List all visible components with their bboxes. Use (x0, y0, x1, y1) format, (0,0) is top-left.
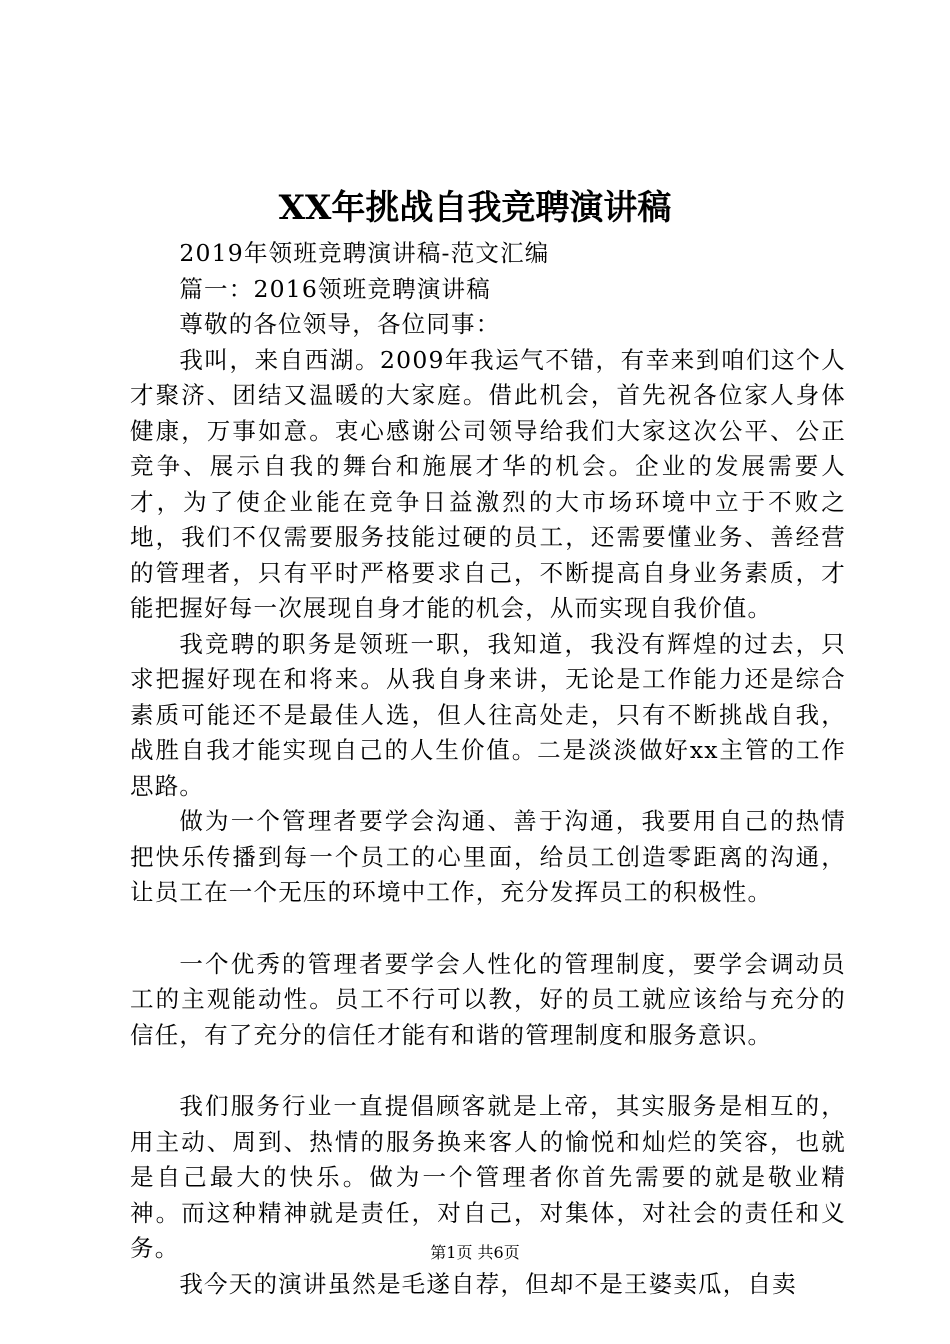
paragraph-closing: 我今天的演讲虽然是毛遂自荐，但却不是王婆卖瓜，自卖 (179, 1269, 797, 1298)
paragraph-communication: 做为一个管理者要学会沟通、善于沟通，我要用自己的热情把快乐传播到每一个员工的心里面，给员工创造零距离的沟通，让员工在一个无压的环境中工作，充分发挥员工的积极性。 (130, 807, 846, 906)
paragraph-management: 一个优秀的管理者要学会人性化的管理制度，要学会调动员工的主观能动性。员工不行可以教，好的员工就应该给与充分的信任，有了充分的信任才能有和谐的管理制度和服务意识。 (130, 949, 846, 1049)
paragraph-salutation: 尊敬的各位领导，各位同事： (179, 310, 501, 338)
document-body (130, 236, 846, 1302)
paragraph-subtitle: 2019年领班竞聘演讲稿-范文汇编 (179, 239, 550, 267)
paragraph-position: 我竞聘的职务是领班一职，我知道，我没有辉煌的过去，只求把握好现在和将来。从我自身来讲，无论是工作能力还是综合素质可能还不是最佳人选，但人往高处走，只有不断挑战自我，战胜自我才能实现自己的人生价值。二是淡淡做好xx主管的工作思路。 (130, 629, 846, 800)
paragraph-section-heading: 篇一：2016领班竞聘演讲稿 (179, 274, 491, 303)
document-title: XX年挑战自我竞聘演讲稿 (278, 188, 672, 228)
paragraph-introduction: 我叫，来自西湖。2009年我运气不错，有幸来到咱们这个人才聚济、团结又温暖的大家庭。借此机会，首先祝各位家人身体健康，万事如意。衷心感谢公司领导给我们大家这次公平、公正竞争、展示自我的舞台和施展才华的机会。企业的发展需要人才，为了使企业能在竞争日益激烈的大市场环境中立于不败之地，我们不仅需要服务技能过硬的员工，还需要懂业务、善经营的管理者，只有平时严格要求自己，不断提高自身业务素质，才能把握好每一次展现自身才能的机会，从而实现自我价值。 (130, 345, 846, 622)
paragraph-service: 我们服务行业一直提倡顾客就是上帝，其实服务是相互的，用主动、周到、热情的服务换来客人的愉悦和灿烂的笑容，也就是自己最大的快乐。做为一个管理者你首先需要的就是敬业精神。而这种精神就是责任，对自己，对集体，对社会的责任和义务。 (130, 1092, 846, 1262)
page-number-footer: 第1页 共6页 (430, 1243, 520, 1262)
